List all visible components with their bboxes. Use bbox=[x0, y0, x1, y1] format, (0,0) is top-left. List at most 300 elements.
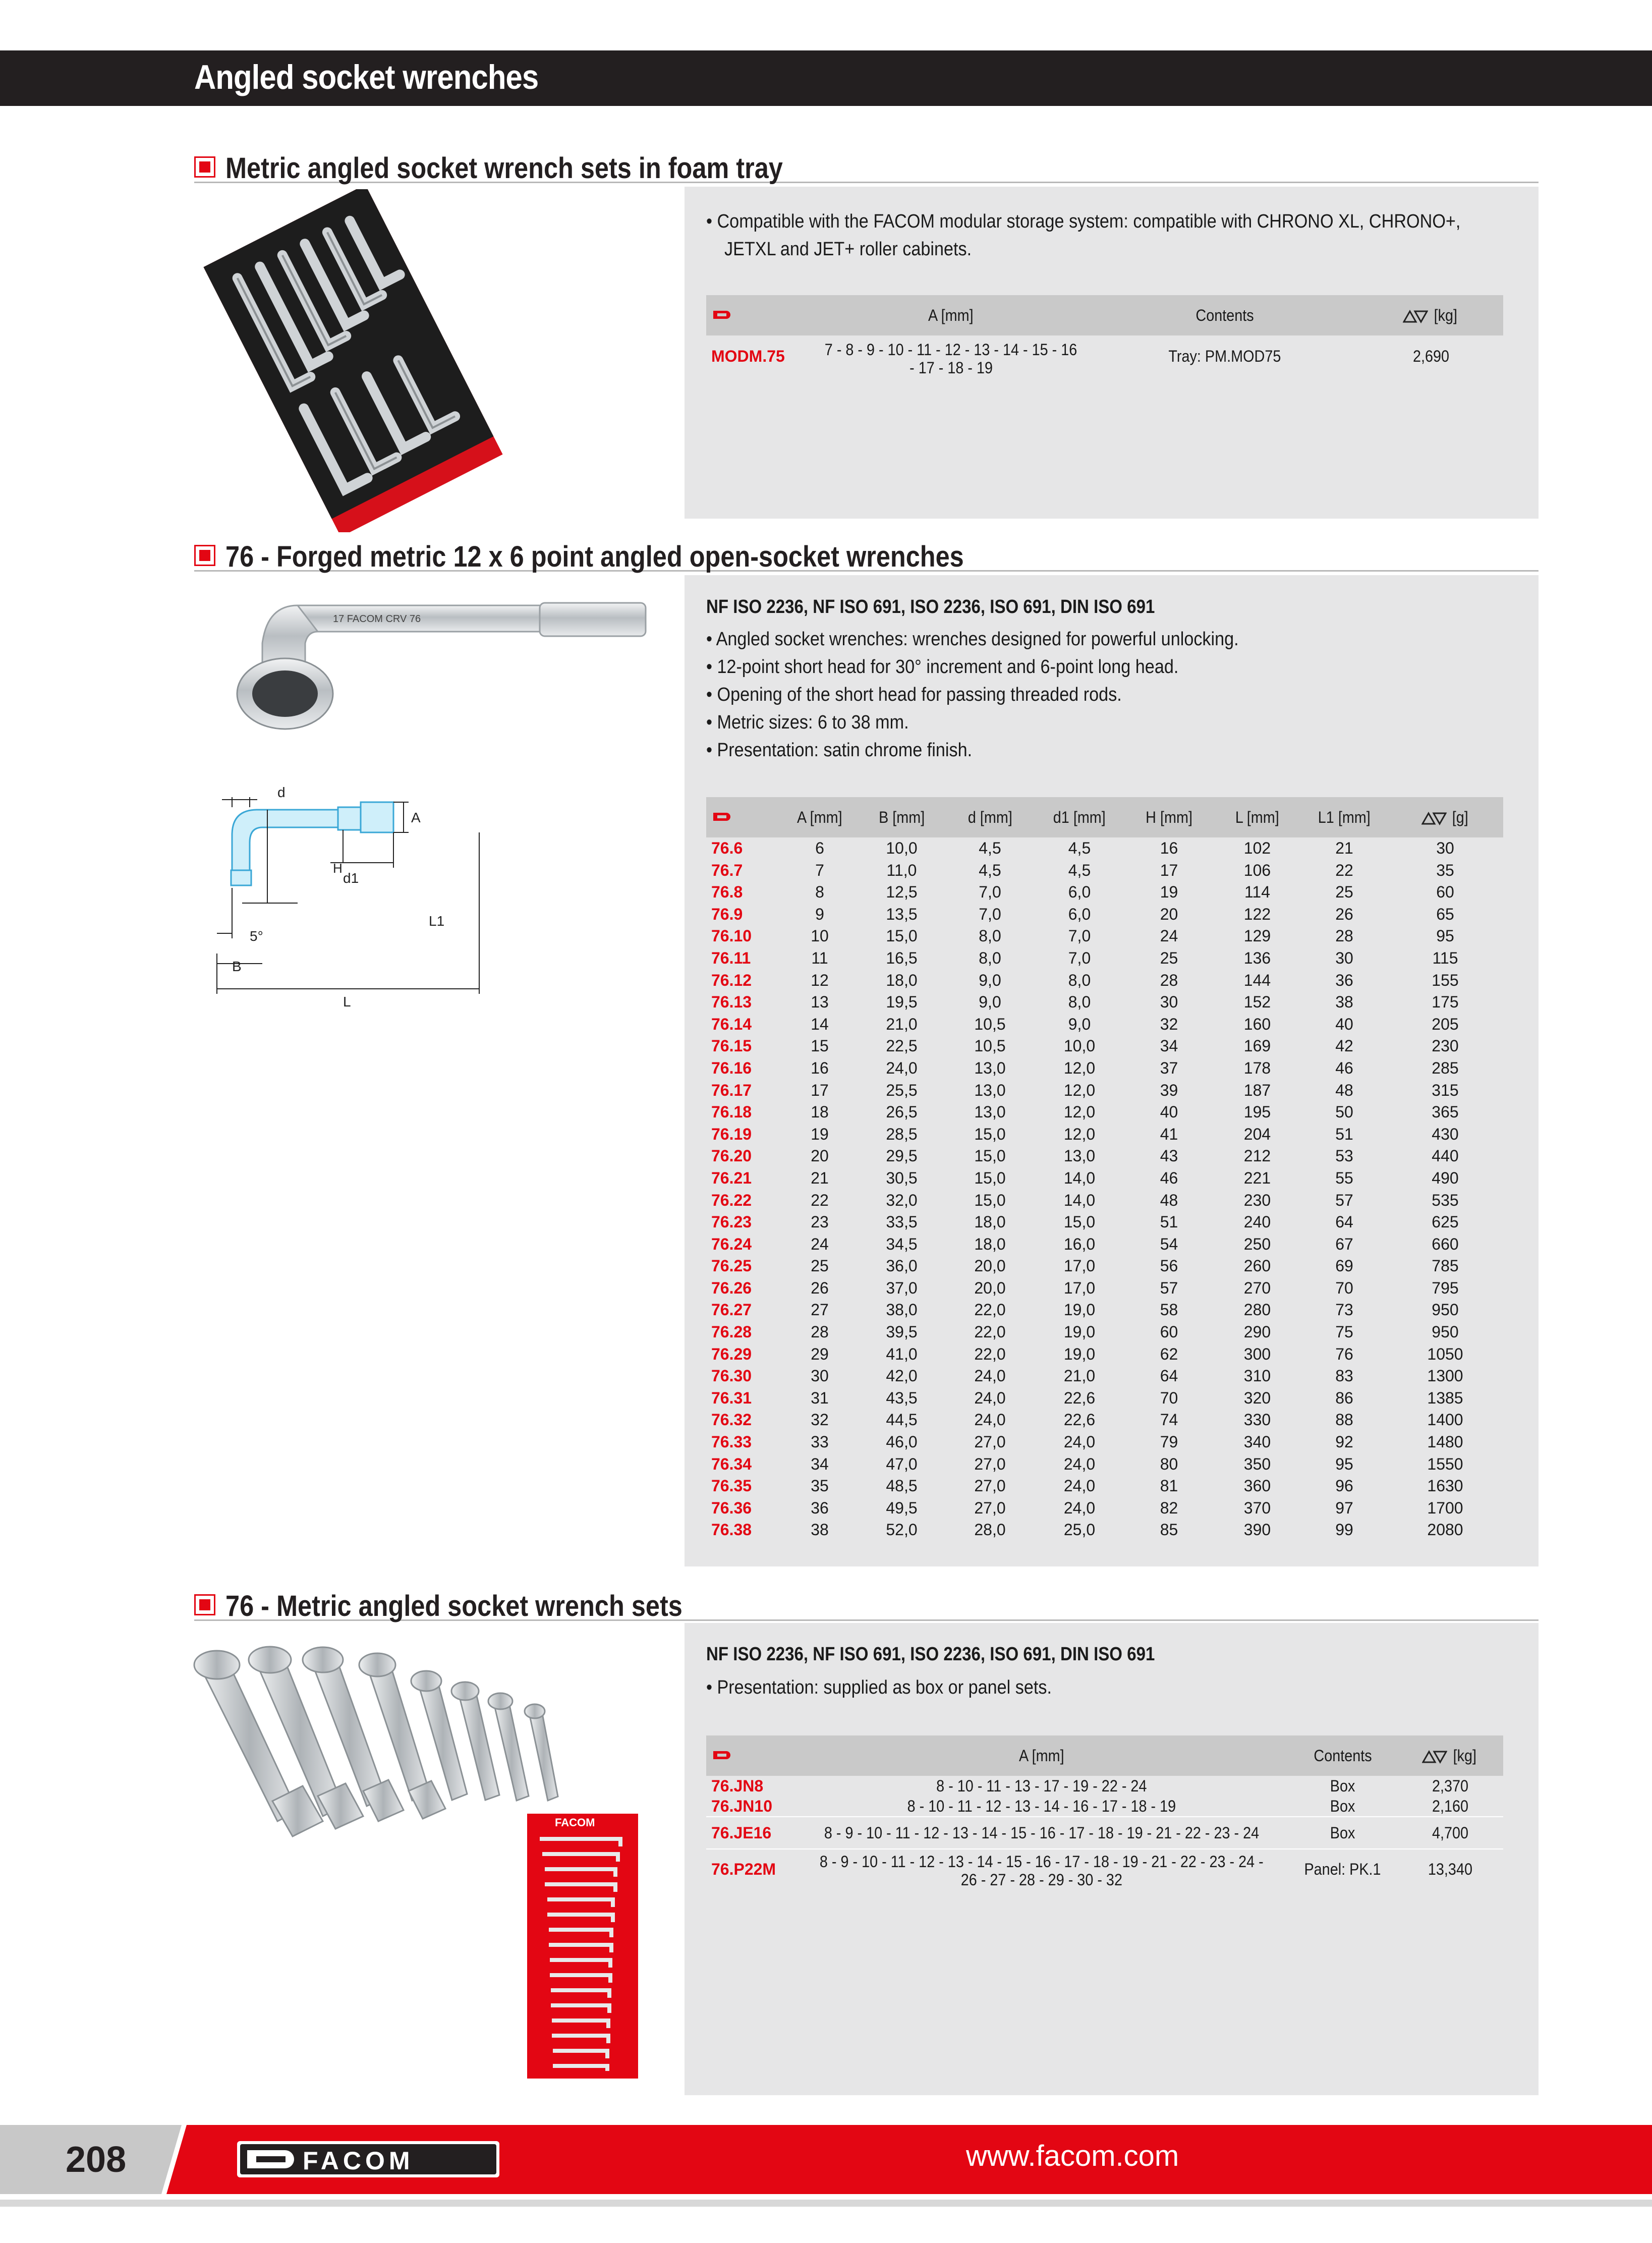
table-cell: 43 bbox=[1160, 1147, 1178, 1165]
table-row bbox=[706, 335, 1503, 377]
diagram-label-h: H bbox=[333, 861, 343, 876]
table-cell: 48,5 bbox=[886, 1477, 918, 1495]
table-cell: 32 bbox=[811, 1411, 829, 1429]
table-row bbox=[706, 1035, 1503, 1057]
column-header: A [mm] bbox=[811, 295, 1091, 335]
sizes-cell: 8 - 9 - 10 - 11 - 12 - 13 - 14 - 15 - 16 - 17 - 18 - 19 - 21 - 22 - 23 - 24 bbox=[824, 1823, 1260, 1842]
table-cell: 39,5 bbox=[886, 1323, 918, 1341]
reference-cell: 76.28 bbox=[711, 1323, 752, 1341]
weight-icon bbox=[1422, 1750, 1447, 1764]
table-cell: 46 bbox=[1160, 1168, 1178, 1187]
table-row bbox=[706, 1211, 1503, 1233]
table-cell: 56 bbox=[1160, 1257, 1178, 1275]
table-cell: 290 bbox=[1243, 1323, 1271, 1341]
table-row bbox=[706, 1431, 1503, 1453]
table-cell: 81 bbox=[1160, 1477, 1178, 1495]
table-row bbox=[706, 1453, 1503, 1476]
table-cell: 24,0 bbox=[886, 1058, 918, 1077]
table-cell: 75 bbox=[1335, 1323, 1353, 1341]
table-cell: 7,0 bbox=[1068, 948, 1091, 967]
table-cell: 15,0 bbox=[974, 1147, 1006, 1165]
section-title: 76 - Metric angled socket wrench sets bbox=[225, 1590, 682, 1622]
table-cell: 155 bbox=[1432, 971, 1459, 989]
table-cell: 9,0 bbox=[979, 993, 1001, 1012]
bottom-rule bbox=[0, 2200, 1652, 2207]
table-cell: 1300 bbox=[1427, 1367, 1463, 1385]
reference-cell: 76.13 bbox=[711, 993, 752, 1012]
table-cell: 50 bbox=[1335, 1103, 1353, 1122]
table-cell: 15,0 bbox=[974, 1191, 1006, 1209]
reference-cell: 76.7 bbox=[711, 861, 743, 879]
table-cell: 64 bbox=[1160, 1367, 1178, 1385]
table-cell: 102 bbox=[1243, 839, 1271, 857]
sizes-cell: 8 - 10 - 11 - 13 - 17 - 19 - 22 - 24 8 - 10 - 11 - 12 - 13 - 14 - 16 - 17 - 18 - 19 bbox=[907, 1777, 1176, 1815]
table-cell: 18,0 bbox=[974, 1235, 1006, 1253]
table-cell: 46,0 bbox=[886, 1433, 918, 1451]
table-cell: 38 bbox=[1335, 993, 1353, 1012]
weight-icon bbox=[1421, 811, 1447, 825]
table-cell: 625 bbox=[1432, 1213, 1459, 1231]
table-cell: 86 bbox=[1335, 1388, 1353, 1407]
table-cell: 97 bbox=[1335, 1498, 1353, 1517]
table-cell: 13,5 bbox=[886, 905, 918, 923]
table-row bbox=[706, 947, 1503, 970]
table-row bbox=[706, 1233, 1503, 1256]
column-header: H [mm] bbox=[1125, 797, 1213, 837]
dimension-diagram bbox=[212, 787, 494, 1009]
column-header: [kg] bbox=[1397, 1735, 1503, 1776]
table-cell: 16 bbox=[811, 1058, 829, 1077]
table-row bbox=[706, 1255, 1503, 1277]
table-cell: 28,5 bbox=[886, 1125, 918, 1143]
table-cell: 25,5 bbox=[886, 1081, 918, 1099]
table-cell: 7,0 bbox=[1068, 927, 1091, 945]
section1-table bbox=[706, 295, 1503, 377]
table-cell: 8,0 bbox=[1068, 971, 1091, 989]
wrench-set-image bbox=[187, 1640, 641, 2084]
reference-cell: 76.14 bbox=[711, 1015, 752, 1033]
table-cell: 33 bbox=[811, 1433, 829, 1451]
table-cell: 25,0 bbox=[1063, 1521, 1096, 1539]
table-cell: 430 bbox=[1432, 1125, 1459, 1143]
table-cell: 14 bbox=[811, 1015, 829, 1033]
table-cell: 15 bbox=[811, 1037, 829, 1055]
bullet-line: • Compatible with the FACOM modular storage system: compatible with CHRONO XL, CHRONO+, bbox=[706, 211, 1461, 232]
facom-logo bbox=[237, 2139, 509, 2179]
table-cell: 33,5 bbox=[886, 1213, 918, 1231]
section-title: 76 - Forged metric 12 x 6 point angled open-socket wrenches bbox=[225, 540, 964, 573]
weight-cell: 2,370 2,160 bbox=[1432, 1777, 1468, 1815]
section1-bullets bbox=[706, 208, 1545, 263]
table-cell: 27,0 bbox=[974, 1454, 1006, 1473]
table-cell: 240 bbox=[1243, 1213, 1271, 1231]
table-cell: 17 bbox=[811, 1081, 829, 1099]
table-cell: 19,0 bbox=[1063, 1323, 1096, 1341]
section2-bullets bbox=[706, 626, 1298, 764]
table-cell: 106 bbox=[1243, 861, 1271, 879]
table-cell: 12 bbox=[811, 971, 829, 989]
reference-cell: 76.19 bbox=[711, 1125, 752, 1143]
section2-standards: NF ISO 2236, NF ISO 691, ISO 2236, ISO 691, DIN ISO 691 bbox=[706, 596, 1155, 618]
column-header: L1 [mm] bbox=[1301, 797, 1387, 837]
table-row bbox=[706, 1365, 1503, 1387]
table-cell: 1385 bbox=[1427, 1388, 1463, 1407]
table-cell: 187 bbox=[1243, 1081, 1271, 1099]
bullet-line: • Opening of the short head for passing threaded rods. bbox=[706, 684, 1122, 705]
table-cell: 28 bbox=[811, 1323, 829, 1341]
reference-cell: 76.20 bbox=[711, 1147, 752, 1165]
table-cell: 22,6 bbox=[1063, 1388, 1096, 1407]
table-cell: 330 bbox=[1243, 1411, 1271, 1429]
table-cell: 30 bbox=[811, 1367, 829, 1385]
table-cell: 9,0 bbox=[1068, 1015, 1091, 1033]
table-cell: 1400 bbox=[1427, 1411, 1463, 1429]
reference-cell: 76.11 bbox=[711, 948, 751, 967]
table-cell: 24,0 bbox=[974, 1388, 1006, 1407]
table-cell: 221 bbox=[1243, 1168, 1271, 1187]
table-cell: 29,5 bbox=[886, 1147, 918, 1165]
table-cell: 18,0 bbox=[974, 1213, 1006, 1231]
section-heading-wrench-sets bbox=[194, 1588, 1539, 1621]
reference-cell: 76.38 bbox=[711, 1521, 752, 1539]
diagram-label-l1: L1 bbox=[429, 913, 445, 929]
table-cell: 22,0 bbox=[974, 1344, 1006, 1363]
contents-cell: Box bbox=[1330, 1823, 1355, 1842]
table-cell: 11,0 bbox=[886, 861, 917, 879]
table-cell: 26,5 bbox=[886, 1103, 918, 1122]
table-cell: 16,0 bbox=[1063, 1235, 1096, 1253]
table-cell: 2080 bbox=[1427, 1521, 1463, 1539]
table-cell: 6,0 bbox=[1068, 905, 1091, 923]
facom-ref-icon bbox=[711, 811, 735, 823]
table-cell: 310 bbox=[1243, 1367, 1271, 1385]
bullet-line: • 12-point short head for 30° increment and 6-point long head. bbox=[706, 656, 1179, 678]
table-cell: 25 bbox=[1160, 948, 1178, 967]
sizes-cell: 7 - 8 - 9 - 10 - 11 - 12 - 13 - 14 - 15 - 16 - 17 - 18 - 19 bbox=[825, 341, 1077, 377]
table-cell: 13,0 bbox=[974, 1103, 1006, 1122]
table-cell: 20 bbox=[811, 1147, 829, 1165]
diagram-label-d: d bbox=[277, 787, 286, 800]
table-row bbox=[706, 925, 1503, 947]
table-cell: 175 bbox=[1432, 993, 1459, 1012]
table-cell: 10,5 bbox=[974, 1037, 1006, 1055]
table-cell: 22,5 bbox=[886, 1037, 918, 1055]
table-cell: 21 bbox=[811, 1168, 829, 1187]
table-cell: 85 bbox=[1160, 1521, 1178, 1539]
page-title: Angled socket wrenches bbox=[194, 58, 539, 96]
table-row bbox=[706, 1277, 1503, 1300]
table-cell: 950 bbox=[1432, 1301, 1459, 1319]
table-header-row bbox=[706, 295, 1503, 335]
reference-cell: 76.12 bbox=[711, 971, 752, 989]
section3-table bbox=[706, 1735, 1503, 1889]
reference-cell: 76.17 bbox=[711, 1081, 752, 1099]
table-cell: 22,0 bbox=[974, 1323, 1006, 1341]
bullet-line: • Presentation: supplied as box or panel sets. bbox=[706, 1677, 1052, 1698]
table-cell: 95 bbox=[1436, 927, 1454, 945]
table-row bbox=[706, 837, 1503, 860]
table-cell: 16 bbox=[1160, 839, 1178, 857]
column-header: Contents bbox=[1091, 295, 1358, 335]
table-cell: 1050 bbox=[1427, 1344, 1463, 1363]
table-cell: 37,0 bbox=[886, 1278, 918, 1297]
table-cell: 160 bbox=[1243, 1015, 1271, 1033]
table-cell: 18,0 bbox=[886, 971, 918, 989]
table-cell: 32 bbox=[1160, 1015, 1178, 1033]
table-cell: 13,0 bbox=[974, 1081, 1006, 1099]
table-cell: 54 bbox=[1160, 1235, 1178, 1253]
table-cell: 4,5 bbox=[1068, 839, 1091, 857]
table-cell: 73 bbox=[1335, 1301, 1353, 1319]
table-cell: 34 bbox=[1160, 1037, 1178, 1055]
table-cell: 6 bbox=[815, 839, 824, 857]
reference-cell: 76.22 bbox=[711, 1191, 752, 1209]
table-cell: 80 bbox=[1160, 1454, 1178, 1473]
table-row bbox=[706, 1321, 1503, 1343]
reference-cell: 76.36 bbox=[711, 1498, 752, 1517]
table-cell: 51 bbox=[1160, 1213, 1178, 1231]
table-cell: 22 bbox=[811, 1191, 829, 1209]
table-cell: 136 bbox=[1243, 948, 1271, 967]
table-cell: 58 bbox=[1160, 1301, 1178, 1319]
section-bullet-square bbox=[194, 156, 215, 178]
table-cell: 22 bbox=[1335, 861, 1353, 879]
bullet-line: • Presentation: satin chrome finish. bbox=[706, 740, 973, 761]
table-cell: 92 bbox=[1335, 1433, 1353, 1451]
column-header: B [mm] bbox=[858, 797, 946, 837]
table-cell: 40 bbox=[1335, 1015, 1353, 1033]
table-row bbox=[706, 1299, 1503, 1321]
table-cell: 32,0 bbox=[886, 1191, 918, 1209]
reference-cell: MODM.75 bbox=[711, 347, 785, 365]
table-cell: 7 bbox=[815, 861, 824, 879]
table-cell: 440 bbox=[1432, 1147, 1459, 1165]
table-header-row bbox=[706, 797, 1503, 837]
table-cell: 88 bbox=[1335, 1411, 1353, 1429]
table-cell: 64 bbox=[1335, 1213, 1353, 1231]
panel-board-label: FACOM bbox=[555, 1816, 595, 1829]
diagram-label-b: B bbox=[232, 959, 242, 974]
table-cell: 169 bbox=[1243, 1037, 1271, 1055]
table-row bbox=[706, 1014, 1503, 1036]
table-cell: 11 bbox=[811, 948, 828, 967]
table-cell: 30 bbox=[1436, 839, 1454, 857]
table-cell: 27,0 bbox=[974, 1477, 1006, 1495]
table-cell: 52,0 bbox=[886, 1521, 918, 1539]
table-cell: 38 bbox=[811, 1521, 829, 1539]
table-cell: 10,5 bbox=[974, 1015, 1006, 1033]
table-cell: 23 bbox=[811, 1213, 829, 1231]
table-cell: 8,0 bbox=[979, 948, 1001, 967]
table-cell: 24,0 bbox=[974, 1411, 1006, 1429]
table-cell: 29 bbox=[811, 1344, 829, 1363]
table-cell: 21,0 bbox=[886, 1015, 918, 1033]
table-cell: 230 bbox=[1432, 1037, 1459, 1055]
table-cell: 41 bbox=[1160, 1125, 1178, 1143]
table-cell: 795 bbox=[1432, 1278, 1459, 1297]
table-cell: 43,5 bbox=[886, 1388, 918, 1407]
table-cell: 212 bbox=[1243, 1147, 1271, 1165]
table-row bbox=[706, 1849, 1503, 1889]
table-cell: 48 bbox=[1160, 1191, 1178, 1209]
diagram-label-angle: 5° bbox=[250, 928, 263, 944]
table-cell: 950 bbox=[1432, 1323, 1459, 1341]
reference-cell: 76.9 bbox=[711, 905, 743, 923]
table-cell: 178 bbox=[1243, 1058, 1271, 1077]
facom-ref-icon bbox=[711, 1749, 735, 1761]
table-cell: 37 bbox=[1160, 1058, 1178, 1077]
table-cell: 4,5 bbox=[1068, 861, 1091, 879]
table-cell: 15,0 bbox=[1063, 1213, 1096, 1231]
table-cell: 19,0 bbox=[1063, 1344, 1096, 1363]
reference-cell: 76.33 bbox=[711, 1433, 752, 1451]
table-cell: 13,0 bbox=[974, 1058, 1006, 1077]
table-cell: 31 bbox=[811, 1388, 829, 1407]
table-cell: 250 bbox=[1243, 1235, 1271, 1253]
table-cell: 62 bbox=[1160, 1344, 1178, 1363]
table-cell: 39 bbox=[1160, 1081, 1178, 1099]
table-cell: 8 bbox=[815, 883, 824, 902]
table-cell: 195 bbox=[1243, 1103, 1271, 1122]
bullet-line: • Metric sizes: 6 to 38 mm. bbox=[706, 712, 909, 733]
table-cell: 15,0 bbox=[974, 1125, 1006, 1143]
table-cell: 35 bbox=[811, 1477, 829, 1495]
reference-cell: 76.6 bbox=[711, 839, 743, 857]
reference-cell: 76.34 bbox=[711, 1454, 752, 1473]
table-cell: 8,0 bbox=[979, 927, 1001, 945]
weight-cell: 13,340 bbox=[1428, 1860, 1472, 1878]
table-cell: 114 bbox=[1244, 883, 1270, 902]
reference-cell: 76.32 bbox=[711, 1411, 752, 1429]
table-cell: 35 bbox=[1436, 861, 1454, 879]
section-heading-forged-wrenches bbox=[194, 539, 1539, 572]
table-cell: 49,5 bbox=[886, 1498, 918, 1517]
table-cell: 18 bbox=[811, 1103, 829, 1122]
table-cell: 270 bbox=[1243, 1278, 1271, 1297]
table-cell: 1480 bbox=[1427, 1433, 1463, 1451]
table-cell: 15,0 bbox=[886, 927, 918, 945]
section3-bullets bbox=[706, 1674, 1090, 1702]
diagram-label-l: L bbox=[343, 994, 351, 1009]
table-cell: 20,0 bbox=[974, 1278, 1006, 1297]
table-cell: 21,0 bbox=[1063, 1367, 1096, 1385]
facom-ref-icon bbox=[711, 309, 735, 321]
table-cell: 12,0 bbox=[1063, 1058, 1096, 1077]
table-cell: 28 bbox=[1335, 927, 1353, 945]
table-cell: 51 bbox=[1335, 1125, 1353, 1143]
table-cell: 25 bbox=[1335, 883, 1353, 902]
table-cell: 280 bbox=[1243, 1301, 1271, 1319]
weight-cell: 2,690 bbox=[1412, 347, 1449, 365]
ref-column-header bbox=[706, 797, 782, 837]
reference-cell: 76.JE16 bbox=[711, 1824, 772, 1842]
table-cell: 20,0 bbox=[974, 1257, 1006, 1275]
table-row bbox=[706, 1475, 1503, 1497]
table-row bbox=[706, 1124, 1503, 1146]
table-cell: 27,0 bbox=[974, 1498, 1006, 1517]
table-cell: 9 bbox=[815, 905, 824, 923]
table-cell: 17,0 bbox=[1063, 1278, 1096, 1297]
section2-table-body bbox=[706, 837, 1503, 1541]
table-cell: 79 bbox=[1160, 1433, 1178, 1451]
table-cell: 19 bbox=[1160, 883, 1178, 902]
table-cell: 24 bbox=[1160, 927, 1178, 945]
reference-cell: 76.23 bbox=[711, 1213, 752, 1231]
table-cell: 300 bbox=[1243, 1344, 1271, 1363]
table-cell: 12,5 bbox=[886, 883, 918, 902]
table-cell: 10,0 bbox=[1063, 1037, 1096, 1055]
table-cell: 30 bbox=[1160, 993, 1178, 1012]
table-cell: 360 bbox=[1243, 1477, 1271, 1495]
table-cell: 660 bbox=[1432, 1235, 1459, 1253]
reference-cell: 76.18 bbox=[711, 1103, 752, 1122]
table-cell: 19 bbox=[811, 1125, 829, 1143]
table-row bbox=[706, 1080, 1503, 1102]
table-cell: 350 bbox=[1243, 1454, 1271, 1473]
reference-cell: 76.8 bbox=[711, 883, 743, 902]
table-cell: 122 bbox=[1243, 905, 1271, 923]
table-cell: 204 bbox=[1243, 1125, 1271, 1143]
table-cell: 20 bbox=[1160, 905, 1178, 923]
table-cell: 28,0 bbox=[974, 1521, 1006, 1539]
table-cell: 53 bbox=[1335, 1147, 1353, 1165]
table-cell: 55 bbox=[1335, 1168, 1353, 1187]
section-bullet-square bbox=[194, 1594, 215, 1615]
table-cell: 27 bbox=[811, 1301, 829, 1319]
table-cell: 12,0 bbox=[1063, 1125, 1096, 1143]
table-cell: 44,5 bbox=[886, 1411, 918, 1429]
table-cell: 17,0 bbox=[1063, 1257, 1096, 1275]
table-cell: 7,0 bbox=[979, 905, 1001, 923]
svg-text:17 FACOM CRV 76: 17 FACOM CRV 76 bbox=[333, 613, 421, 625]
weight-cell: 4,700 bbox=[1432, 1823, 1468, 1842]
table-cell: 285 bbox=[1432, 1058, 1459, 1077]
section3-standards: NF ISO 2236, NF ISO 691, ISO 2236, ISO 691, DIN ISO 691 bbox=[706, 1644, 1155, 1665]
table-cell: 48 bbox=[1335, 1081, 1353, 1099]
table-cell: 34 bbox=[811, 1454, 829, 1473]
website-link[interactable]: www.facom.com bbox=[966, 2140, 1179, 2172]
table-cell: 205 bbox=[1432, 1015, 1459, 1033]
table-cell: 40 bbox=[1160, 1103, 1178, 1122]
table-cell: 390 bbox=[1243, 1521, 1271, 1539]
table-cell: 19,0 bbox=[1063, 1301, 1096, 1319]
table-row bbox=[706, 1519, 1503, 1541]
table-cell: 10 bbox=[811, 927, 829, 945]
table-cell: 57 bbox=[1335, 1191, 1353, 1209]
contents-cell: Panel: PK.1 bbox=[1304, 1860, 1381, 1878]
reference-cell: 76.29 bbox=[711, 1344, 752, 1363]
contents-cell: Tray: PM.MOD75 bbox=[1168, 347, 1281, 365]
reference-cell: 76.P22M bbox=[711, 1860, 776, 1878]
table-cell: 8,0 bbox=[1068, 993, 1091, 1012]
table-cell: 129 bbox=[1243, 927, 1271, 945]
table-cell: 28 bbox=[1160, 971, 1178, 989]
table-row bbox=[706, 1057, 1503, 1080]
reference-cell: 76.35 bbox=[711, 1477, 752, 1495]
table-cell: 340 bbox=[1243, 1433, 1271, 1451]
column-header: A [mm] bbox=[782, 797, 858, 837]
table-cell: 1550 bbox=[1427, 1454, 1463, 1473]
column-header: Contents bbox=[1288, 1735, 1397, 1776]
table-cell: 320 bbox=[1243, 1388, 1271, 1407]
foam-tray-image bbox=[192, 189, 515, 532]
table-cell: 9,0 bbox=[979, 971, 1001, 989]
table-cell: 260 bbox=[1243, 1257, 1271, 1275]
reference-cell: 76.24 bbox=[711, 1235, 752, 1253]
table-cell: 36 bbox=[1335, 971, 1353, 989]
table-cell: 21 bbox=[1335, 839, 1353, 857]
ref-column-header bbox=[706, 295, 811, 335]
